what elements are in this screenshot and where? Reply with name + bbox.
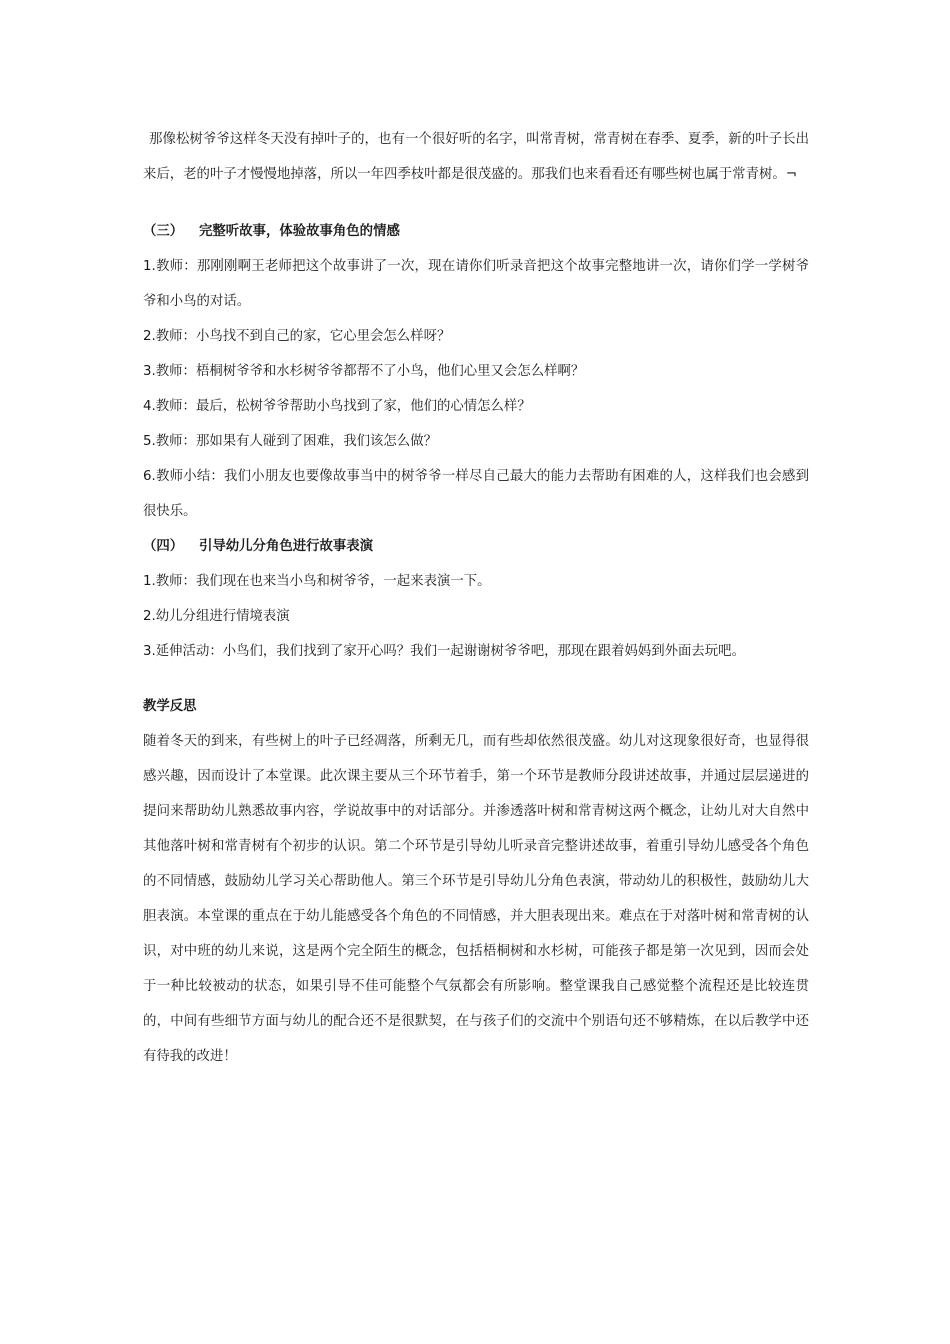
section-3-item: 5.教师：那如果有人碰到了困难，我们该怎么做？ [143,434,437,449]
section-4-number: （四） [143,539,184,554]
section-3-item: 6.教师小结：我们小朋友也要像故事当中的树爷爷一样尽自己最大的能力去帮助有困难的人，这样我们也会感到很快乐。 [143,469,809,519]
section-3-item: 2.教师：小鸟找不到自己的家，它心里会怎么样呀？ [143,329,451,344]
intro-paragraph: 那像松树爷爷这样冬天没有掉叶子的，也有一个很好听的名字，叫常青树，常青树在春季、夏季，新的叶子长出来后，老的叶子才慢慢地掉落，所以一年四季枝叶都是很茂盛的。那我们也来看看还有哪些树也属于常青树。¬ [143,132,809,182]
document-page [143,122,809,1074]
section-4-title: 引导幼儿分角色进行故事表演 [199,539,374,554]
section-3-item: 3.教师：梧桐树爷爷和水杉树爷爷都帮不了小鸟，他们心里又会怎么样啊？ [143,364,585,379]
reflection-title: 教学反思 [143,699,197,714]
reflection-body: 随着冬天的到来，有些树上的叶子已经凋落，所剩无几，而有些却依然很茂盛。幼儿对这现象很好奇，也显得很感兴趣，因而设计了本堂课。此次课主要从三个环节着手，第一个环节是教师分段讲述故事，并通过层层递进的提问来帮助幼儿熟悉故事内容，学说故事中的对话部分。并渗透落叶树和常青树这两个概念，让幼儿对大自然中其他落叶树和常青树有个初步的认识。第二个环节是引导幼儿听录音完整讲述故事，着重引导幼儿感受各个角色的不同情感，鼓励幼儿学习关心帮助他人。第三个环节是引导幼儿分角色表演，带动幼儿的积极性，鼓励幼儿大胆表演。本堂课的重点在于幼儿能感受各个角色的不同情感，并大胆表现出来。难点在于对落叶树和常青树的认识，对中班的幼儿来说，这是两个完全陌生的概念，包括梧桐树和水杉树，可能孩子都是第一次见到，因而会处于一种比较被动的状态，如果引导不佳可能整个气氛都会有所影响。整堂课我自己感觉整个流程还是比较连贯的，中间有些细节方面与幼儿的配合还不是很默契，在与孩子们的交流中个别语句还不够精炼，在以后教学中还有待我的改进！ [143,734,809,1064]
section-3-title: 完整听故事，体验故事角色的情感 [199,224,400,239]
spacer [143,669,809,689]
section-3-item: 4.教师：最后，松树爷爷帮助小鸟找到了家，他们的心情怎么样？ [143,399,531,414]
section-4-item: 2.幼儿分组进行情境表演 [143,609,290,624]
section-3-number: （三） [143,224,184,239]
spacer [143,192,809,214]
section-3-heading [143,214,809,249]
section-4-item: 3.延伸活动：小鸟们，我们找到了家开心吗？我们一起谢谢树爷爷吧，那现在跟着妈妈到外面去玩吧。 [143,644,745,659]
section-4-item: 1.教师：我们现在也来当小鸟和树爷爷，一起来表演一下。 [143,574,491,589]
section-4-heading [143,529,809,564]
section-3-item: 1.教师：那刚刚啊王老师把这个故事讲了一次，现在请你们听录音把这个故事完整地讲一次，请你们学一学树爷爷和小鸟的对话。 [143,259,809,309]
